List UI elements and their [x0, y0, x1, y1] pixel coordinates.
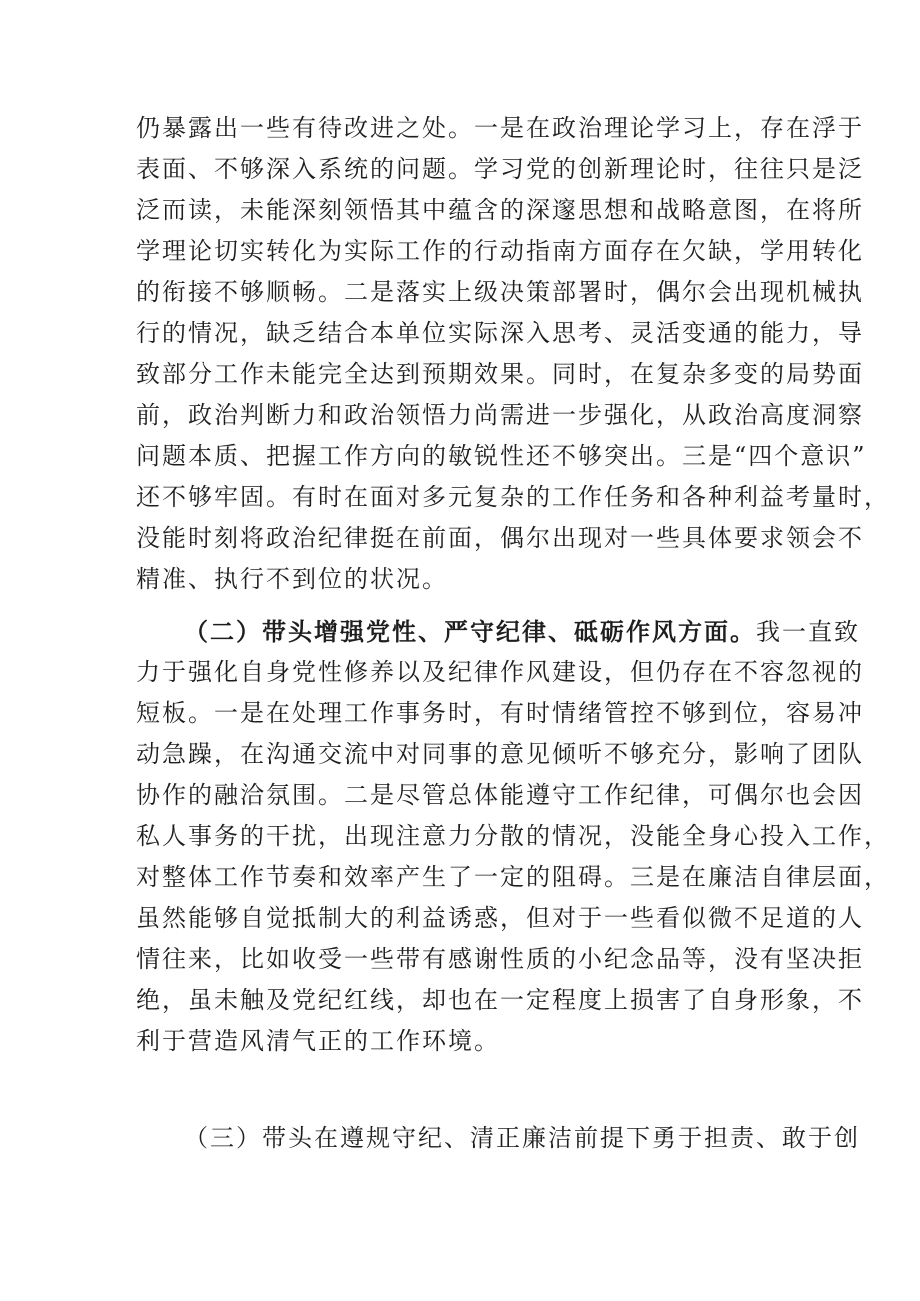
text-line: 行的情况，缺乏结合本单位实际深入思考、灵活变通的能力，导: [136, 319, 864, 347]
text-line: 短板。一是在处理工作事务时，有时情绪管控不够到位，容易冲: [136, 699, 864, 727]
text-line: 表面、不够深入系统的问题。学习党的创新理论时，往往只是泛: [136, 155, 864, 183]
text-line: 前，政治判断力和政治领悟力尚需进一步强化，从政治高度洞察: [136, 401, 864, 429]
text-line: 协作的融洽氛围。二是尽管总体能遵守工作纪律，可偶尔也会因: [136, 781, 864, 809]
paragraph-responsibility: [136, 1118, 860, 1159]
text-line: 情往来，比如收受一些带有感谢性质的小纪念品等，没有坚决拒: [136, 945, 864, 973]
paragraph-party-spirit: [136, 611, 890, 1062]
section-heading-3: （三）带头在遵规守纪、清正廉洁前提下勇于担责、敢于创: [184, 1124, 860, 1152]
section-heading-line: [136, 611, 860, 652]
heading-line-rest: 我一直致: [756, 618, 860, 646]
section-heading-2: （二）带头增强党性、严守纪律、砥砺作风方面。: [184, 617, 756, 646]
text-line: 私人事务的干扰，出现注意力分散的情况，没能全身心投入工作，: [136, 822, 890, 850]
text-line: 问题本质、把握工作方向的敏锐性还不够突出。三是“四个意识”: [136, 442, 867, 470]
paragraph-political-theory: [136, 108, 890, 600]
text-line: 学理论切实转化为实际工作的行动指南方面存在欠缺，学用转化: [136, 237, 864, 265]
text-line: 虽然能够自觉抵制大的利益诱惑，但对于一些看似微不足道的人: [136, 904, 864, 932]
text-line: 对整体工作节奏和效率产生了一定的阻碍。三是在廉洁自律层面，: [136, 863, 890, 891]
text-line: 没能时刻将政治纪律挺在前面，偶尔出现对一些具体要求领会不: [136, 524, 864, 552]
text-line: 绝，虽未触及党纪红线，却也在一定程度上损害了自身形象，不: [136, 986, 864, 1014]
text-line: 动急躁，在沟通交流中对同事的意见倾听不够充分，影响了团队: [136, 740, 864, 768]
text-line: 力于强化自身党性修养以及纪律作风建设，但仍存在不容忽视的: [136, 658, 864, 686]
text-line: 泛而读，未能深刻领悟其中蕴含的深邃思想和战略意图，在将所: [136, 196, 864, 224]
text-line: 的衔接不够顺畅。二是落实上级决策部署时，偶尔会出现机械执: [136, 278, 864, 306]
text-line: 仍暴露出一些有待改进之处。一是在政治理论学习上，存在浮于: [136, 114, 864, 142]
text-line: 还不够牢固。有时在面对多元复杂的工作任务和各种利益考量时，: [136, 483, 890, 511]
text-line: 致部分工作未能完全达到预期效果。同时，在复杂多变的局势面: [136, 360, 864, 388]
text-line: 精准、执行不到位的状况。: [136, 565, 448, 593]
text-line: 利于营造风清气正的工作环境。: [136, 1027, 500, 1055]
